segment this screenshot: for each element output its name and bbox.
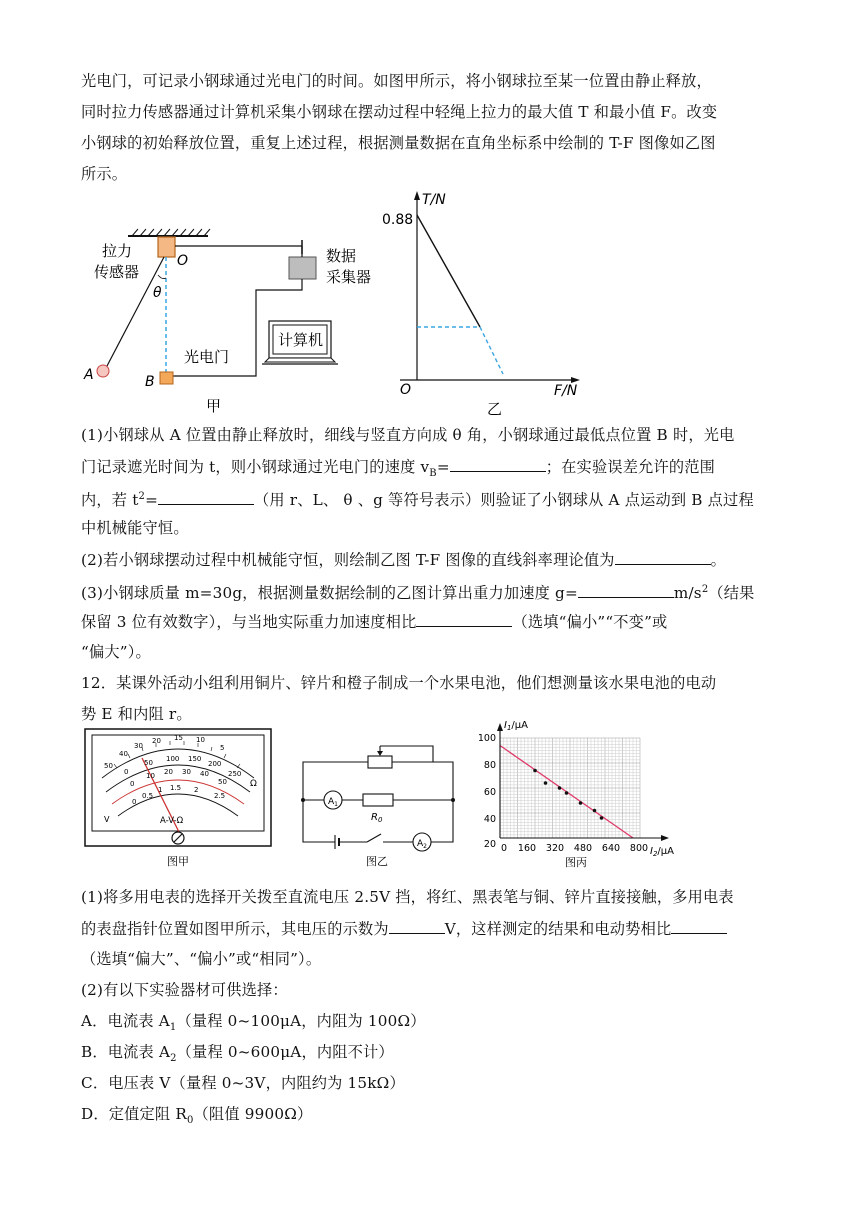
meter-bot-0: 0: [132, 798, 137, 806]
meter-top-50: 50: [104, 762, 113, 770]
photogate-label: 光电门: [184, 348, 230, 366]
q12-line-2: 势 E 和内阻 r。: [81, 705, 192, 723]
meter-mid-150: 150: [188, 755, 202, 763]
answer-blank-g[interactable]: [578, 581, 674, 598]
collector-label-1: 数据: [326, 247, 357, 265]
circuit-a2: $A_2$: [417, 839, 427, 850]
option-c: C．电压表 V（量程 0~3V，内阻约为 15kΩ）: [81, 1074, 405, 1092]
meter-model: A-V-Ω: [160, 816, 184, 826]
q12-p2-line: (2)有以下实验器材可供选择：: [81, 981, 288, 999]
theta-label: θ: [153, 285, 162, 301]
meter-low-0: 0: [130, 780, 135, 788]
graph-data-point: [579, 801, 583, 805]
meter-ohm-mark: Ω: [250, 779, 257, 789]
circuit-a1: $A_1$: [328, 797, 338, 808]
graph-xtick-800: 800: [629, 843, 649, 854]
answer-blank-vb[interactable]: [450, 455, 546, 472]
graph-data-point: [533, 769, 537, 773]
q11-p3-line-2: 保留 3 位有效数字），与当地实际重力加速度相比 （选填“偏小”“不变”或: [81, 610, 667, 633]
sensor-label-2: 传感器: [94, 263, 140, 281]
figure-yi-caption: 乙: [487, 400, 503, 418]
meter-low-20: 20: [164, 768, 173, 776]
figure-circuit-caption: 图乙: [366, 855, 388, 868]
figure-multimeter: [84, 728, 274, 868]
graph-data-point: [600, 816, 604, 820]
meter-top-30: 30: [134, 742, 143, 750]
graph-data-point: [544, 781, 548, 785]
q11-p3-line-3: “偏大”）。: [81, 643, 151, 661]
q12-p1-line-1: (1)将多用电表的选择开关拨至直流电压 2.5V 挡，将红、黑表笔与铜、锌片直接接触，多用电表: [81, 888, 734, 906]
q11-p3-line-1: (3)小钢球质量 m=30g，根据测量数据绘制的乙图计算出重力加速度 $g= m/s^2$（结果: [81, 579, 755, 604]
graph-xtick-480: 480: [573, 843, 593, 854]
figure-jia-caption: 甲: [206, 397, 222, 415]
graph-xlabel: $I_2/\mu A$: [650, 846, 674, 858]
option-b: B．电流表 $A_2$（量程 0~600μA，内阻不计）: [81, 1043, 394, 1065]
meter-mid-100: 100: [166, 755, 180, 763]
yi-xlabel: F/N: [554, 383, 578, 399]
circuit-r0: $R_0$: [371, 812, 383, 824]
yi-origin: O: [400, 382, 412, 398]
meter-low-50: 50: [218, 778, 227, 786]
collector-label-2: 采集器: [326, 268, 372, 286]
figure-yi: [380, 188, 600, 418]
point-a-label: A: [84, 367, 94, 383]
graph-ylabel: $I_1/\mu A$: [504, 720, 528, 732]
meter-mid-50: 50: [144, 759, 153, 767]
meter-top-15: 15: [174, 734, 183, 742]
q12-p1-line-2: 的表盘指针位置如图甲所示，其电压的示数为 V，这样测定的结果和电动势相比: [81, 917, 727, 940]
meter-mid-0: 0: [124, 768, 129, 776]
answer-blank-compare[interactable]: [416, 610, 512, 627]
q11-p1-line-2: 门记录遮光时间为 t，则小钢球通过光电门的速度 $v_B=$ ；在实验误差允许的范围: [81, 455, 715, 485]
intro-line-1: 光电门，可记录小钢球通过光电门的时间。如图甲所示，将小钢球拉至某一位置由静止释放，: [81, 72, 712, 90]
meter-bot-1: 1: [158, 786, 163, 794]
computer-label: 计算机: [278, 331, 324, 349]
intro-line-2: 同时拉力传感器通过计算机采集小钢球在摆动过程中轻绳上拉力的最大值 T 和最小值 F。改变: [81, 103, 718, 121]
graph-xtick-320: 320: [545, 843, 565, 854]
graph-grid: [500, 738, 640, 838]
meter-low-40: 40: [200, 770, 209, 778]
graph-xtick-160: 160: [517, 843, 537, 854]
answer-blank-slope[interactable]: [615, 548, 711, 565]
sensor-label-1: 拉力: [102, 242, 133, 260]
meter-mid-200: 200: [208, 760, 222, 768]
meter-bot-15: 1.5: [170, 784, 182, 792]
q11-p1-line-1: (1)小钢球从 A 位置由静止释放时，细线与竖直方向成 θ 角，小钢球通过最低点位置 B 时，光电: [81, 426, 735, 444]
q11-p2-line: (2)若小钢球摆动过程中机械能守恒，则绘制乙图 T-F 图像的直线斜率理论值为 。: [81, 548, 726, 571]
meter-low-10: 10: [146, 772, 155, 780]
graph-data-point: [593, 809, 597, 813]
answer-blank-emf-compare[interactable]: [671, 917, 727, 934]
meter-low-30: 30: [182, 768, 191, 776]
option-d: D．定值定阻 $R_0$（阻值 9900Ω）: [81, 1105, 313, 1127]
intro-line-4: 所示。: [81, 165, 128, 183]
graph-xtick-0: 0: [500, 843, 508, 854]
meter-v-mark: V: [104, 815, 110, 824]
graph-ytick-80: 80: [483, 760, 496, 771]
graph-data-point: [565, 791, 569, 795]
intro-line-3: 小钢球的初始释放位置，重复上述过程，根据测量数据在直角坐标系中绘制的 T-F 图像如乙图: [81, 134, 716, 152]
meter-top-10: 10: [196, 736, 205, 744]
yi-ylabel: T/N: [422, 192, 446, 208]
meter-top-20: 20: [152, 737, 161, 745]
figure-circuit: [293, 742, 463, 868]
point-o-label: O: [177, 253, 189, 269]
figure-multimeter-caption: 图甲: [167, 855, 189, 868]
answer-blank-t2[interactable]: [158, 488, 254, 505]
graph-ytick-40: 40: [483, 814, 496, 825]
yi-y-value: 0.88: [382, 212, 414, 228]
q12-p1-line-3: （选填“偏大”、“偏小”或“相同”）。: [81, 950, 322, 968]
graph-xtick-640: 640: [601, 843, 621, 854]
point-b-label: B: [145, 374, 155, 390]
meter-bot-2: 2: [194, 786, 199, 794]
meter-top-5: 5: [220, 744, 225, 752]
meter-bot-05: 0.5: [142, 792, 154, 800]
figure-graph: [474, 716, 689, 868]
q11-p1-line-4: 中机械能守恒。: [81, 519, 189, 537]
meter-mid-250: 250: [228, 770, 242, 778]
q12-line-1: 12．某课外活动小组利用铜片、锌片和橙子制成一个水果电池，他们想测量该水果电池的电动: [81, 674, 717, 692]
graph-ytick-100: 100: [477, 733, 496, 744]
graph-ytick-20: 20: [483, 839, 496, 850]
figure-graph-caption: 图丙: [565, 856, 587, 868]
meter-top-40: 40: [119, 750, 128, 758]
figure-jia: [80, 198, 380, 418]
graph-ytick-60: 60: [483, 787, 496, 798]
q11-p1-line-3: 内，若 $t^2=$ （用 r、L、 θ 、g 等符号表示）则验证了小钢球从 A 点运动到 B 点过程: [81, 486, 754, 511]
answer-blank-voltage[interactable]: [389, 917, 445, 934]
option-a: A．电流表 $A_1$（量程 0~100μA，内阻为 100Ω）: [81, 1012, 426, 1034]
graph-data-point: [558, 786, 562, 790]
meter-bot-25: 2.5: [214, 792, 226, 800]
